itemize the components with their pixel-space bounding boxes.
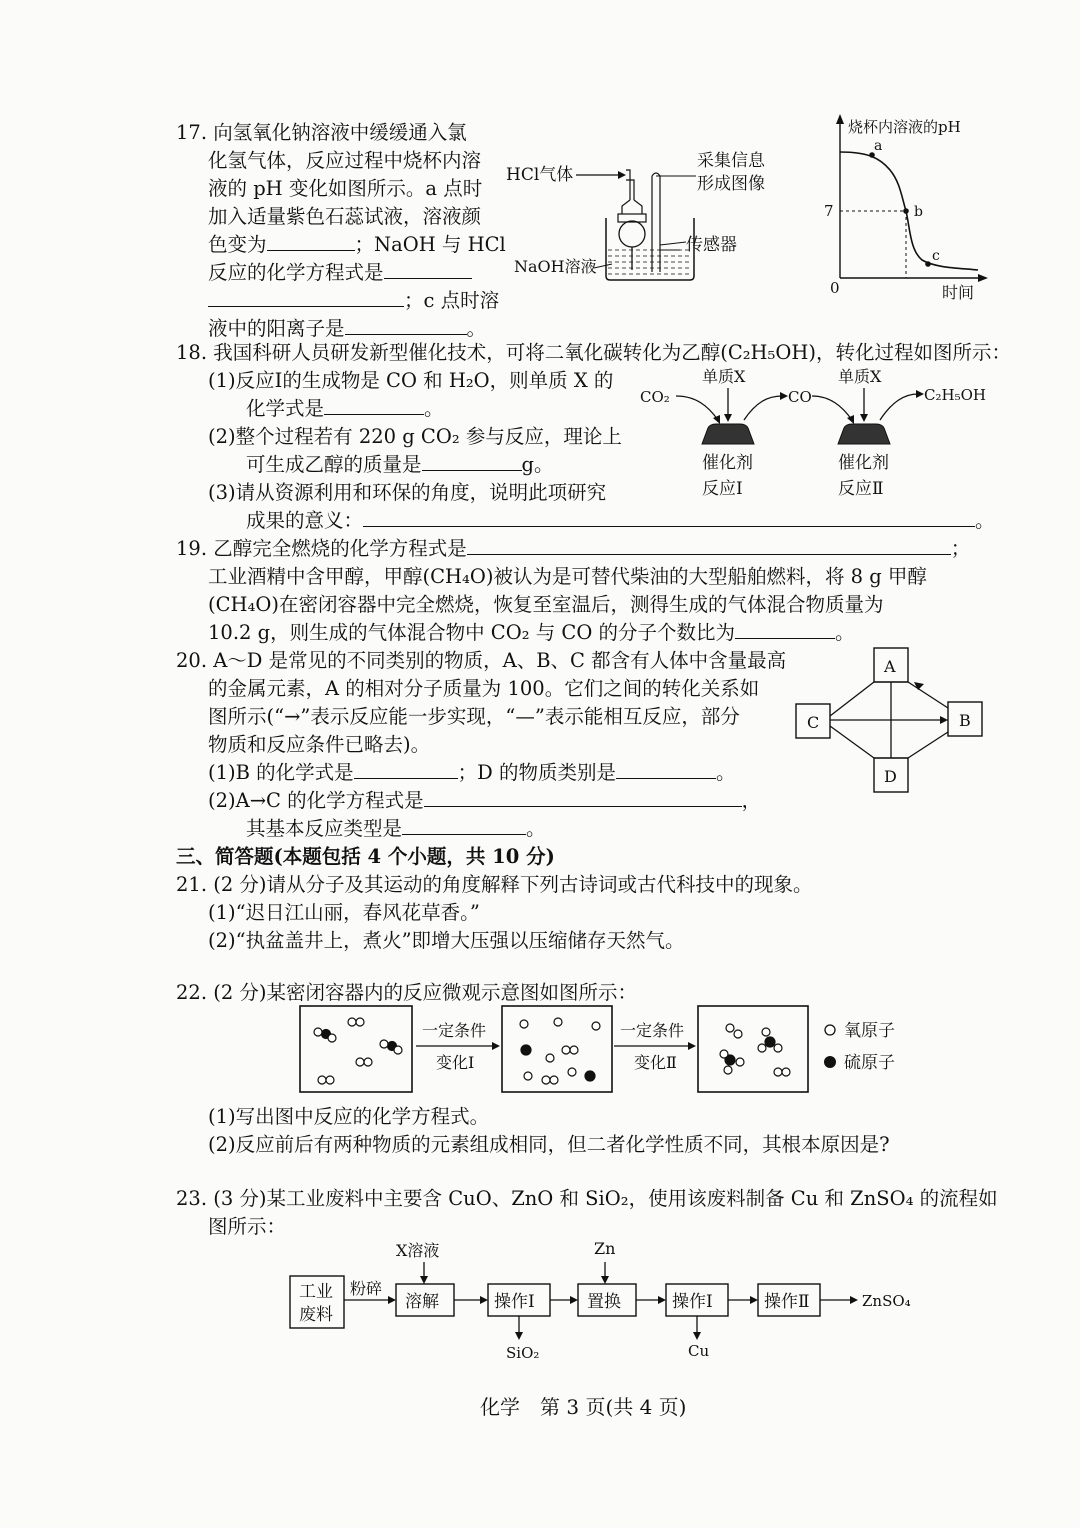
q19-line3: (CH₄O)在密闭容器中完全燃烧，恢复至室温后，测得生成的气体混合物质量为 [208,593,884,616]
q19-ratio-blank[interactable] [735,620,835,639]
q19-line4 [208,620,855,646]
catalyst-1-label: 催化剂 [702,453,753,473]
b-to-a-arrow [914,682,924,690]
q18-mass-blank[interactable] [422,452,522,471]
point-b [903,208,909,214]
q19-semicolon: ； [950,537,971,560]
node-b-label: B [959,711,971,730]
q18-p1-period: 。 [424,397,444,420]
q20-part2-a [208,788,761,814]
q17-apparatus-diagram [500,140,790,290]
q20-line4: 物质和反应条件已略去)。 [208,733,431,756]
naoh-liquid [608,250,692,274]
time-axis-label: 时间 [942,283,975,302]
q18-formula-blank[interactable] [324,396,424,415]
cu-label: Cu [688,1342,710,1360]
znso4-label: ZnSO₄ [862,1292,911,1310]
q17-cation-label: 液中的阳离子是 [208,317,345,340]
sensor-probe [652,173,660,272]
q22-part1: (1)写出图中反应的化学方程式。 [208,1105,490,1128]
q17-c-point: ；c 点时溶 [404,289,500,312]
operation-1b-label: 操作Ⅰ [672,1292,713,1312]
q19-ratio-label: 10.2 g，则生成的气体混合物中 CO₂ 与 CO 的分子个数比为 [208,621,736,644]
page-footer: 化学 第 3 页(共 4 页) [480,1395,687,1419]
q21-line1: 21. (2 分)请从分子及其运动的角度解释下列古诗词或古代科技中的现象。 [176,873,813,896]
q18-part2-b [246,452,554,478]
q20-b-blank[interactable] [354,760,458,779]
dissolve-label: 溶解 [405,1292,439,1312]
q17-equation-blank-1[interactable] [384,260,472,279]
q20-d-blank[interactable] [616,760,716,779]
x-solution-label: X溶液 [396,1241,440,1260]
reaction-2-label: 反应Ⅱ [838,479,884,499]
q20-part2-b [246,816,546,842]
q17-line5 [208,232,506,258]
change-1-label: 变化Ⅰ [436,1053,475,1072]
q20-d-label: ；D 的物质类别是 [457,761,616,784]
q20-comma: ， [741,789,762,812]
section-3-heading: 三、简答题(本题包括 4 个小题，共 10 分) [176,845,555,868]
catalyst-2 [838,424,890,444]
q18-part3-b [246,508,995,534]
q20-relation-diagram [790,644,990,794]
element-x-1: 单质X [702,367,746,386]
point-b-label: b [914,204,923,220]
q18-intro: 18. 我国科研人员研发新型催化技术，可将二氧化碳转化为乙醇(C₂H₅OH)，转化过程如图所示： [176,341,1011,364]
operation-2-label: 操作Ⅱ [764,1292,810,1312]
catalyst-1 [702,424,754,444]
q20-type-label: 其基本反应类型是 [246,817,403,840]
ph-seven-tick: 7 [824,202,834,220]
q18-part2-a: (2)整个过程若有 220 g CO₂ 参与反应，理论上 [208,425,622,448]
q17-period: 。 [466,317,487,340]
flask [619,221,645,247]
q20-ac-label: (2)A→C 的化学方程式是 [208,789,424,812]
q19-equation-blank[interactable] [467,536,951,555]
q18-part1-a: (1)反应Ⅰ的生成物是 CO 和 H₂O，则单质 X 的 [208,369,614,392]
point-a-label: a [874,138,883,154]
q23-line2: 图所示： [208,1215,287,1238]
q19-equation-label: 19. 乙醇完全燃烧的化学方程式是 [176,537,467,560]
co2-in-arrow [676,396,718,420]
q20-p2-period: 。 [526,817,546,840]
q17-color-blank[interactable] [267,232,355,251]
catalyst-2-label: 催化剂 [838,453,889,473]
sio2-label: SiO₂ [506,1344,540,1362]
reaction-1-label: 反应Ⅰ [702,479,743,499]
q17-equation-blank-2[interactable] [208,288,404,307]
q20-type-blank[interactable] [402,816,526,835]
node-a-label: A [884,657,896,676]
q23-line1: 23. (3 分)某工业废料中主要含 CuO、ZnO 和 SiO₂，使用该废料制备 Cu 和 ZnSO₄ 的流程如 [176,1187,998,1210]
sulfur-legend-icon [824,1056,836,1068]
q18-conversion-diagram [640,362,1000,502]
q18-part3-a: (3)请从资源利用和环保的角度，说明此项研究 [208,481,607,504]
collect-label-1: 采集信息 [697,151,765,171]
q17-line6 [208,260,472,286]
q21-part1: (1)“迟日江山丽，春风花草香。” [208,901,480,924]
q17-naoh-hcl: ；NaOH 与 HCl [354,233,506,256]
condition-2-label: 一定条件 [620,1021,685,1040]
condition-1-label: 一定条件 [422,1021,487,1040]
q20-b-label: (1)B 的化学式是 [208,761,354,784]
sensor-label: 传感器 [686,235,737,255]
waste-label-1: 工业 [299,1282,333,1302]
waste-label-2: 废料 [299,1305,333,1325]
q18-mass-label: 可生成乙醇的质量是 [246,453,422,476]
hcl-gas-label: HCl气体 [506,165,574,185]
q20-line2: 的金属元素，A 的相对分子质量为 100。它们之间的转化关系如 [208,677,760,700]
ethanol-label: C₂H₅OH [924,386,986,404]
q17-line3: 液的 pH 变化如图所示。a 点时 [208,177,483,200]
node-d-label: D [884,767,897,786]
q19-period: 。 [835,621,855,644]
collect-label-2: 形成图像 [697,174,765,194]
q17-color-label: 色变为 [208,233,267,256]
point-c [925,261,931,267]
beaker [606,218,694,280]
co2-label: CO₂ [640,388,670,406]
operation-1a-label: 操作Ⅰ [494,1292,535,1312]
point-c-label: c [932,248,940,264]
oxygen-legend-label: 氧原子 [844,1021,895,1041]
ph-axis-label: 烧杯内溶液的pH [848,118,961,136]
q18-p3-period: 。 [975,509,995,532]
replace-label: 置换 [587,1292,621,1312]
q17-line2: 化氢气体，反应过程中烧杯内溶 [208,149,482,172]
q17-line4: 加入适量紫色石蕊试液，溶液颜 [208,205,482,228]
q17-line1: 17. 向氢氧化钠溶液中缓缓通入氯 [176,121,467,144]
oxygen-legend-icon [825,1025,835,1035]
q21-part2: (2)“执盆盖井上，煮火”即增大压强以压缩储存天然气。 [208,929,685,952]
q22-micro-diagram [296,1000,916,1100]
q17-line7 [208,288,499,314]
sulfur-legend-label: 硫原子 [844,1053,895,1073]
node-c-label: C [807,713,820,732]
element-x-2: 单质X [838,367,882,386]
q18-meaning-blank[interactable] [363,508,975,527]
q18-formula-label: 化学式是 [246,397,325,420]
co-label: CO [788,388,812,406]
naoh-solution-label: NaOH溶液 [514,257,597,276]
q20-line3: 图所示(“→”表示反应能一步实现，“—”表示能相互反应，部分 [208,705,740,728]
q22-part2: (2)反应前后有两种物质的元素组成相同，但二者化学性质不同，其根本原因是? [208,1133,890,1156]
q19-line1 [176,536,970,562]
q17-ph-graph [818,110,998,305]
q19-line2: 工业酒精中含甲醇，甲醇(CH₄O)被认为是可替代柴油的大型船舶燃料，将 8 g 甲醇 [208,565,927,588]
q17-cation-blank[interactable] [345,316,467,335]
zn-label: Zn [594,1239,616,1258]
q20-part1 [208,760,736,786]
q18-part1-b [246,396,444,422]
q17-line8 [208,316,486,342]
q18-mass-unit: g。 [521,453,554,476]
q23-flowchart [286,1234,926,1364]
q17-equation-label: 反应的化学方程式是 [208,261,384,284]
q18-meaning-label: 成果的意义： [246,509,364,532]
q22-line1: 22. (2 分)某密闭容器内的反应微观示意图如图所示： [176,981,638,1004]
q20-line1: 20. A～D 是常见的不同类别的物质，A、B、C 都含有人体中含量最高 [176,649,787,672]
origin-label: 0 [830,279,840,297]
q20-p1-period: 。 [716,761,736,784]
grind-label: 粉碎 [350,1279,383,1298]
after-box [698,1006,808,1092]
change-2-label: 变化Ⅱ [634,1053,677,1072]
q20-ac-blank[interactable] [424,788,742,807]
